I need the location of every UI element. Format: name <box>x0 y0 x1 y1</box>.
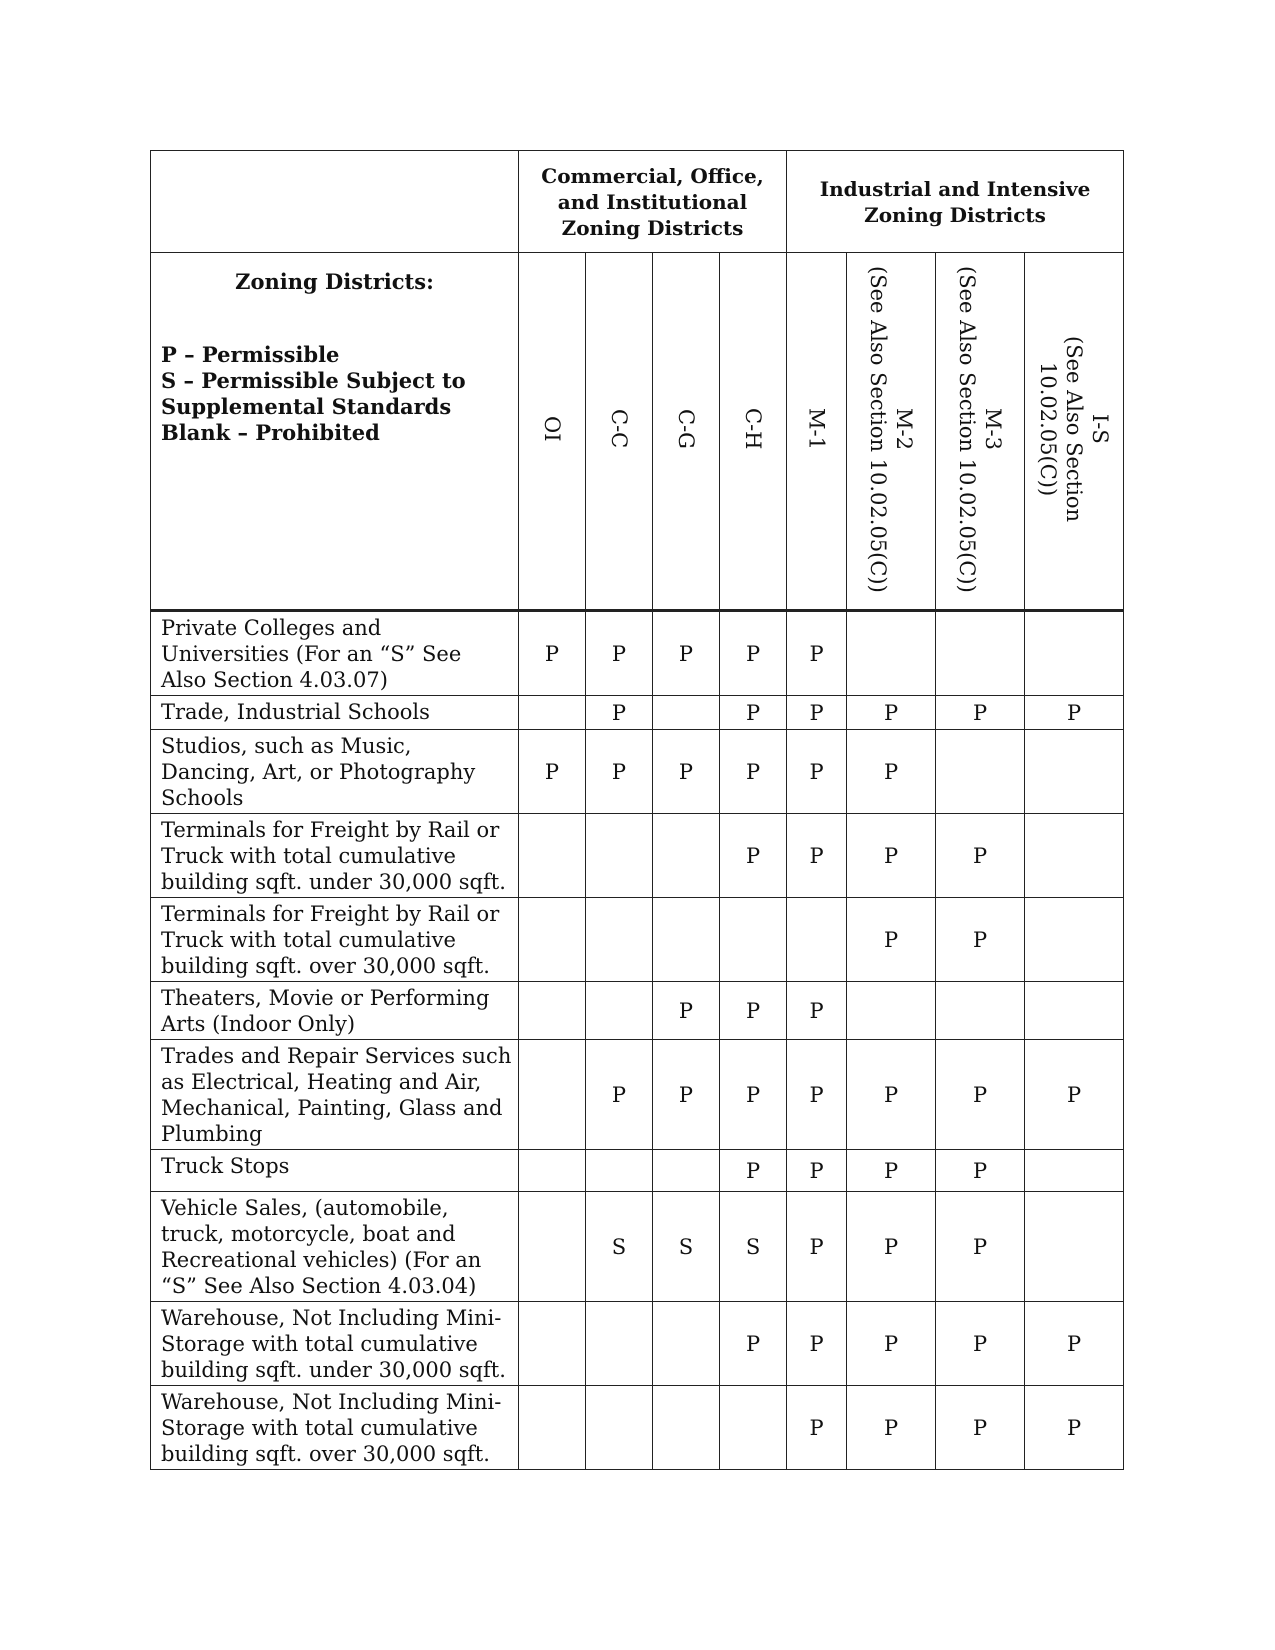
district-header-7 <box>1025 253 1124 611</box>
permission-mark: P <box>847 1386 936 1470</box>
permission-mark: P <box>720 730 787 814</box>
permission-mark: P <box>787 814 847 898</box>
permission-mark <box>519 1040 586 1150</box>
table-row <box>151 1192 1124 1302</box>
permission-mark <box>586 1150 653 1192</box>
permission-mark: P <box>720 1302 787 1386</box>
permission-mark <box>1025 611 1124 696</box>
commercial-group-header: Commercial, Office, and Institutional Zoning Districts <box>519 151 787 253</box>
permission-mark <box>653 1150 720 1192</box>
use-description: Vehicle Sales, (automobile, truck, motorcycle, boat and Recreational vehicles) (For an “S” See Also Section 4.03.04) <box>151 1192 519 1302</box>
permission-mark: P <box>653 730 720 814</box>
permission-mark <box>519 696 586 730</box>
permission-mark: P <box>847 696 936 730</box>
permission-mark <box>1025 814 1124 898</box>
district-label: C-C <box>607 409 631 449</box>
permission-mark: P <box>1025 696 1124 730</box>
permission-mark <box>1025 1150 1124 1192</box>
permission-mark <box>653 898 720 982</box>
permission-mark: S <box>720 1192 787 1302</box>
permission-mark: P <box>787 1386 847 1470</box>
table-row <box>151 730 1124 814</box>
permission-mark: P <box>847 1040 936 1150</box>
table-row <box>151 611 1124 696</box>
permission-mark: P <box>936 1302 1025 1386</box>
permission-mark <box>653 696 720 730</box>
permission-mark: P <box>787 982 847 1040</box>
permission-mark: P <box>653 611 720 696</box>
permission-mark <box>936 982 1025 1040</box>
use-description: Studios, such as Music, Dancing, Art, or Photography Schools <box>151 730 519 814</box>
use-description: Terminals for Freight by Rail or Truck with total cumulative building sqft. over 30,000 sqft. <box>151 898 519 982</box>
permission-mark: P <box>586 1040 653 1150</box>
district-label: M-1 <box>804 408 829 450</box>
district-label: I-S (See Also Section 10.02.05(C)) <box>1036 336 1113 522</box>
permission-mark <box>519 898 586 982</box>
district-label: OI <box>540 416 564 442</box>
district-header-0 <box>519 253 586 611</box>
permission-mark <box>586 1302 653 1386</box>
district-label: M-3 (See Also Section 10.02.05(C)) <box>955 265 1006 593</box>
permission-mark: P <box>720 814 787 898</box>
legend-cell <box>151 253 519 611</box>
permission-mark <box>936 730 1025 814</box>
permission-mark: P <box>720 1150 787 1192</box>
permission-mark: P <box>936 1386 1025 1470</box>
district-header-5 <box>847 253 936 611</box>
permission-mark <box>519 982 586 1040</box>
district-label: C-H <box>741 408 765 450</box>
permission-mark <box>519 814 586 898</box>
district-header-2 <box>653 253 720 611</box>
permission-mark <box>720 898 787 982</box>
table-row <box>151 982 1124 1040</box>
legend-permissible: P – Permissible <box>161 342 340 367</box>
permission-mark <box>936 611 1025 696</box>
permission-mark <box>519 1192 586 1302</box>
permission-mark <box>653 1302 720 1386</box>
permission-mark <box>720 1386 787 1470</box>
permission-mark <box>586 1386 653 1470</box>
permission-mark <box>1025 898 1124 982</box>
permission-mark: P <box>1025 1040 1124 1150</box>
legend-prohibited: Blank – Prohibited <box>161 420 380 445</box>
district-header-6 <box>936 253 1025 611</box>
use-description: Warehouse, Not Including Mini-Storage with total cumulative building sqft. over 30,000 sqft. <box>151 1386 519 1470</box>
permission-mark: P <box>519 611 586 696</box>
permission-mark: P <box>586 730 653 814</box>
district-header-1 <box>586 253 653 611</box>
permission-mark <box>847 611 936 696</box>
permission-mark: P <box>653 982 720 1040</box>
district-header-4 <box>787 253 847 611</box>
permission-mark: P <box>787 696 847 730</box>
permission-mark: P <box>847 1150 936 1192</box>
table-row <box>151 898 1124 982</box>
permission-mark: P <box>720 696 787 730</box>
district-header-row <box>151 253 1124 611</box>
use-description: Trade, Industrial Schools <box>151 696 519 730</box>
legend-supplemental: Supplemental Standards <box>161 394 452 419</box>
permission-mark: P <box>653 1040 720 1150</box>
table-row <box>151 814 1124 898</box>
permission-mark: P <box>519 730 586 814</box>
permission-mark: P <box>586 611 653 696</box>
permission-mark: S <box>653 1192 720 1302</box>
permission-mark <box>519 1386 586 1470</box>
permission-mark: P <box>1025 1386 1124 1470</box>
permission-mark: P <box>936 696 1025 730</box>
district-header-3 <box>720 253 787 611</box>
group-header-row <box>151 151 1124 253</box>
use-description: Trades and Repair Services such as Electrical, Heating and Air, Mechanical, Painting, Glass and Plumbing <box>151 1040 519 1150</box>
permission-mark <box>847 982 936 1040</box>
district-label: C-G <box>674 409 698 449</box>
permission-mark: P <box>787 1302 847 1386</box>
permission-mark: P <box>720 982 787 1040</box>
permission-mark: S <box>586 1192 653 1302</box>
permission-mark <box>1025 1192 1124 1302</box>
use-description: Private Colleges and Universities (For an “S” See Also Section 4.03.07) <box>151 611 519 696</box>
permission-mark: P <box>847 730 936 814</box>
permission-mark: P <box>847 1192 936 1302</box>
use-description: Theaters, Movie or Performing Arts (Indoor Only) <box>151 982 519 1040</box>
legend-subject-to: S – Permissible Subject to <box>161 368 466 393</box>
permission-mark: P <box>787 1150 847 1192</box>
permission-mark: P <box>847 814 936 898</box>
permission-mark <box>653 1386 720 1470</box>
permission-mark: P <box>847 1302 936 1386</box>
permission-mark <box>1025 730 1124 814</box>
permission-mark <box>586 982 653 1040</box>
permission-mark: P <box>720 1040 787 1150</box>
permission-mark: P <box>787 1192 847 1302</box>
permission-mark: P <box>936 898 1025 982</box>
permission-mark: P <box>847 898 936 982</box>
permission-mark <box>586 898 653 982</box>
permission-mark: P <box>787 611 847 696</box>
table-row <box>151 1150 1124 1192</box>
permission-mark <box>586 814 653 898</box>
legend-title: Zoning Districts: <box>235 269 434 294</box>
permission-mark: P <box>936 814 1025 898</box>
permission-mark: P <box>787 1040 847 1150</box>
permission-mark: P <box>586 696 653 730</box>
permission-mark: P <box>1025 1302 1124 1386</box>
permission-mark: P <box>936 1150 1025 1192</box>
table-row <box>151 696 1124 730</box>
permission-mark <box>653 814 720 898</box>
use-description: Warehouse, Not Including Mini-Storage with total cumulative building sqft. under 30,000 sqft. <box>151 1302 519 1386</box>
permission-mark <box>519 1302 586 1386</box>
permission-mark: P <box>936 1040 1025 1150</box>
table-row <box>151 1386 1124 1470</box>
permission-mark: P <box>720 611 787 696</box>
industrial-group-header: Industrial and Intensive Zoning Districts <box>787 151 1124 253</box>
district-label: M-2 (See Also Section 10.02.05(C)) <box>866 265 917 593</box>
permission-mark: P <box>787 730 847 814</box>
use-description: Truck Stops <box>151 1150 519 1192</box>
corner-cell <box>151 151 519 253</box>
use-description: Terminals for Freight by Rail or Truck with total cumulative building sqft. under 30,000 sqft. <box>151 814 519 898</box>
permission-mark <box>787 898 847 982</box>
permission-mark: P <box>936 1192 1025 1302</box>
table-row <box>151 1040 1124 1150</box>
table-row <box>151 1302 1124 1386</box>
permission-mark <box>519 1150 586 1192</box>
zoning-use-table <box>150 150 1124 1470</box>
permission-mark <box>1025 982 1124 1040</box>
